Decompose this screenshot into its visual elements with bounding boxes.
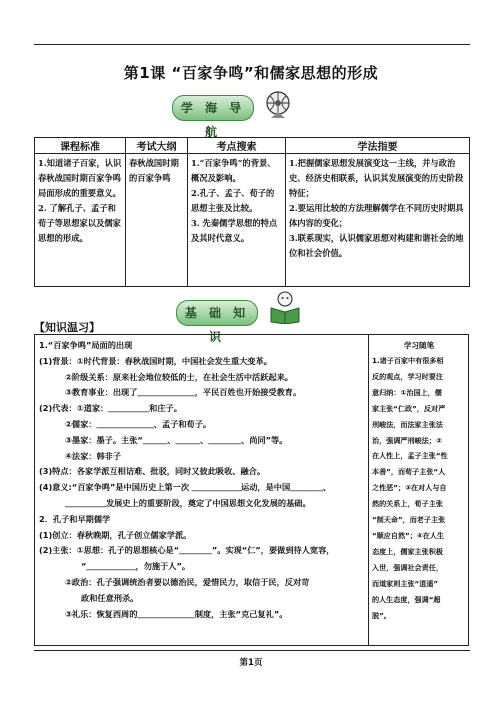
- header-exam-outline: 考试大纲: [126, 138, 188, 154]
- review-line: (1)创立：春秋晚期，孔子创立儒家学派。: [39, 529, 192, 540]
- review-line: (3)特点：各家学派互相诘难、批驳，同时又彼此吸收、融合。: [39, 466, 266, 477]
- review-line: (2)主张：①思想：孔子的思想核心是“＿＿＿＿”。实现“仁”，要做到待人宽容，: [39, 545, 335, 556]
- cell-course-standard: 1.知道诸子百家，认识春秋战国时期百家争鸣局面形成的重要意义。 2. 了解孔子、孟子和荀子等思想家以及儒家思想的形成。: [35, 154, 126, 287]
- column-divider: [368, 335, 369, 645]
- review-line: ③礼乐：恢复西周的＿＿＿＿＿＿＿制度，主张“克己复礼”。: [65, 608, 288, 619]
- header-course-standard: 课程标准: [35, 138, 126, 154]
- review-line: (2)代表：①道家：＿＿＿＿＿和庄子。: [39, 403, 182, 414]
- cell-key-points: 1.“百家争鸣”的背景、概况及影响。 2.孔子、孟子、荀子的思想主张及比较。 3. 先秦儒学思想的特点及其时代意义。: [188, 154, 286, 287]
- table-row: [35, 154, 470, 287]
- study-note-line: 治，强调严刑峻法；②: [372, 435, 442, 445]
- study-note-line: 脱”。: [372, 610, 391, 620]
- study-note-line: 态度上，儒家主张积极: [372, 546, 443, 556]
- review-line: ③墨家：墨子。主张“＿＿＿、＿＿＿、＿＿＿＿、尚同”等。: [65, 434, 288, 445]
- study-note-line: “制天命”，而老子主张: [372, 515, 446, 525]
- review-content: [39, 338, 365, 622]
- study-notes-heading: 学习随笔: [403, 341, 435, 350]
- study-note-line: 反的观点，学习时要注: [372, 371, 443, 381]
- section-banner-basics: 基 础 知 识: [176, 300, 258, 326]
- header-rule: [34, 44, 470, 45]
- study-note-line: 的人生态度，强调“超: [372, 594, 441, 604]
- review-line: (1)背景：①时代背景：春秋战国时期，中国社会发生重大变革。: [39, 355, 272, 366]
- table-header-row: [35, 138, 470, 154]
- study-note-line: 而道家则主张“逍遥”: [372, 578, 439, 588]
- study-note-line: 入世，强调社会责任，: [372, 562, 443, 572]
- knowledge-review-heading: 【知识温习】: [34, 321, 100, 334]
- header-key-points: 考点搜索: [188, 138, 286, 154]
- review-line: 1.“百家争鸣”局面的出现: [39, 340, 133, 350]
- study-notes-column: [372, 338, 466, 623]
- header-study-guide: 学法指要: [286, 138, 470, 154]
- study-note-line: 意归纳：①治国上，儒: [372, 387, 442, 397]
- study-note-line: 1.诸子百家中有很多相: [372, 356, 444, 365]
- review-line: 政和任意刑杀。: [81, 592, 139, 603]
- review-line: (4)意义:“百家争鸣”是中国历史上第一次 ＿＿＿＿＿＿运动，是中国＿＿＿＿、: [39, 482, 332, 493]
- study-note-line: 家主张“仁政”，反对严: [372, 403, 446, 413]
- globe-figure-icon: [262, 88, 294, 122]
- course-standards-table: [34, 137, 470, 287]
- reading-figure-icon: [268, 290, 302, 324]
- cell-study-guide: 1.把握儒家思想发展演变这一主线，并与政治史、经济史相联系，认识其发展演变的历史阶段特征； 2.要运用比较的方法理解儒学在不同历史时期具体内容的变化； 3.联系现实，认识儒家思想对构建和谐社会的地位和社会价值。: [286, 154, 470, 287]
- study-note-line: “顺应自然”；④在人生: [372, 530, 445, 540]
- study-note-line: 然的关系上，荀子主张: [372, 499, 443, 509]
- review-line: ②儒家：＿＿＿＿＿＿＿、孟子和荀子。: [65, 418, 212, 429]
- knowledge-review-box: [34, 334, 469, 646]
- study-notes-body: [372, 353, 466, 623]
- review-line: 2．孔子和早期儒学: [39, 513, 111, 524]
- cell-exam-outline: 春秋战国时期的百家争鸣: [126, 154, 188, 287]
- study-note-line: 在人性上，孟子主张“性: [372, 451, 448, 461]
- section-banner-guide: 学 海 导 航: [172, 95, 254, 121]
- review-line: ③教育事业：出现了＿＿＿＿＿＿＿，平民百姓也开始接受教育。: [65, 387, 302, 398]
- review-line: “＿＿＿＿＿＿，勿施于人”。: [81, 561, 191, 572]
- review-line: ＿＿＿＿＿发展史上的重要阶段，奠定了中国思想文化发展的基础。: [65, 497, 311, 508]
- footer-rule: [34, 650, 470, 651]
- study-note-line: 刑峻法，而法家主张法: [372, 419, 443, 429]
- review-line: ②阶级关系：原来社会地位较低的士，在社会生活中活跃起来。: [65, 371, 293, 382]
- study-note-line: 本善”，而荀子主张“人: [372, 467, 446, 477]
- study-note-line: 之性恶”；③在对人与自: [372, 483, 447, 493]
- lesson-title: 第1课 “百家争鸣”和儒家思想的形成: [123, 64, 379, 82]
- review-line: ④法家：韩非子: [65, 450, 122, 461]
- page-number: 第1页: [239, 658, 263, 668]
- review-line: ②政治：孔子强调统治者要以德治民，爱惜民力，取信于民，反对苛: [65, 576, 310, 587]
